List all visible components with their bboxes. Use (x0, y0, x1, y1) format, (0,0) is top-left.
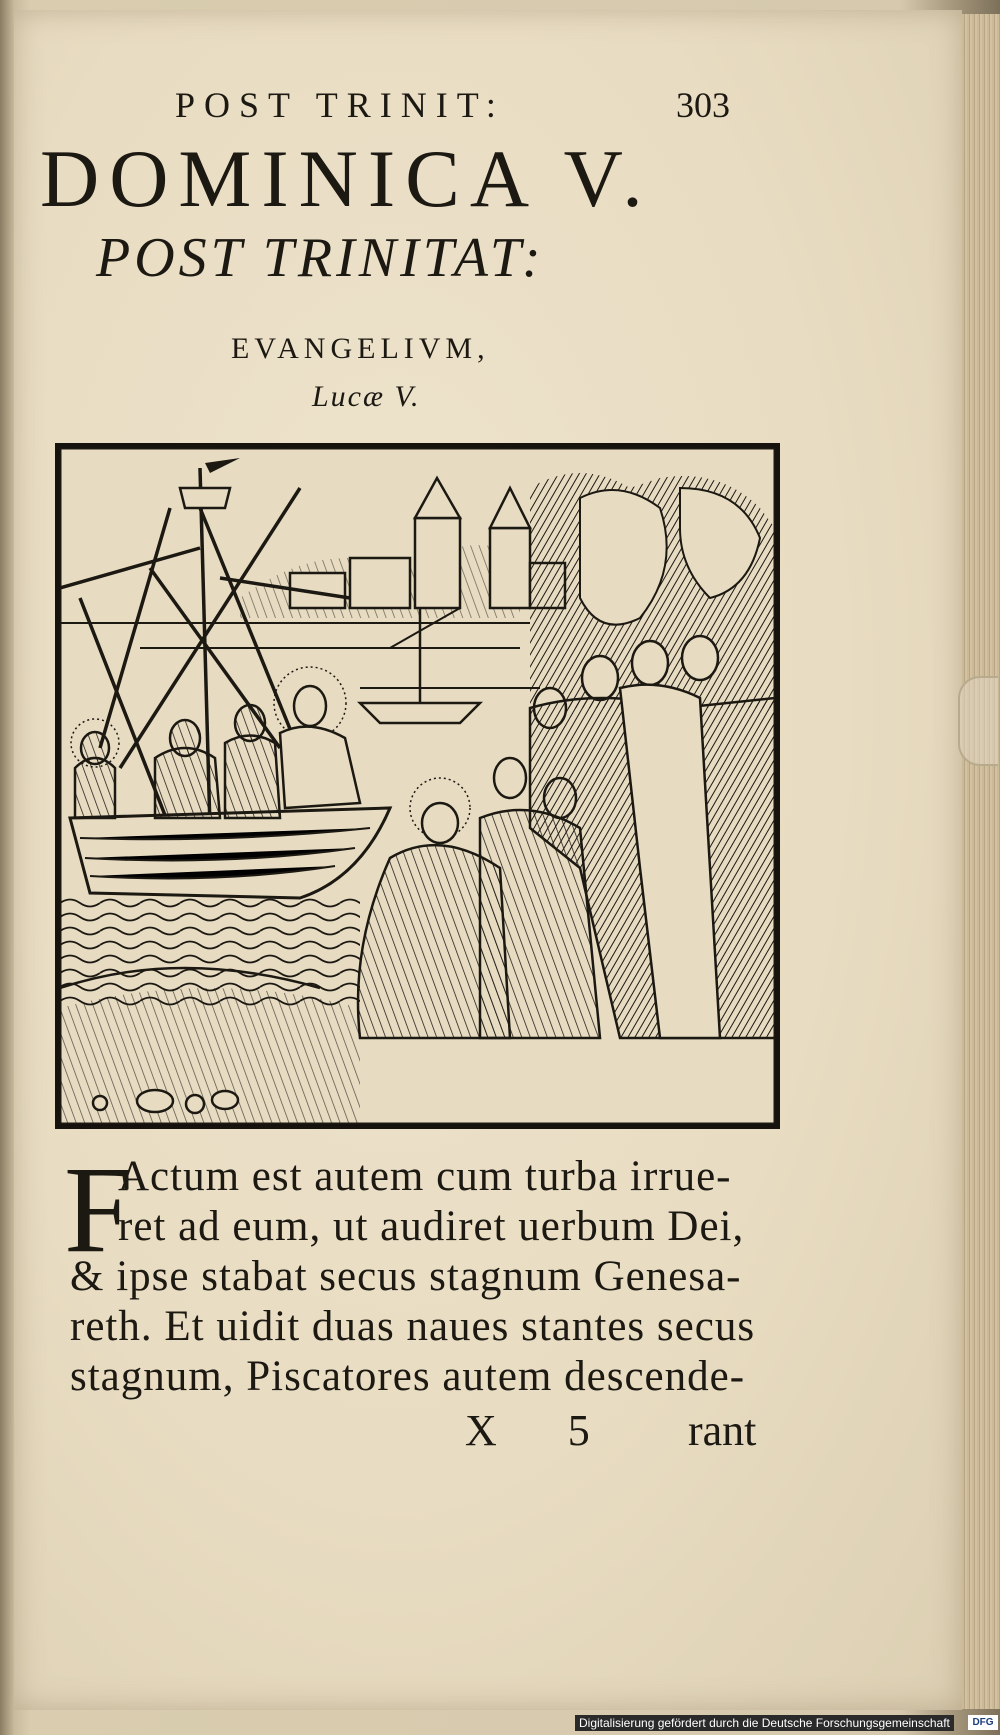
page-subtitle: POST TRINITAT: (96, 227, 545, 289)
page-title: DOMINICA V. (40, 133, 653, 224)
body-line-1: Actum est autem cum turba irrue- (118, 1153, 732, 1200)
running-head: POST TRINIT: (175, 85, 505, 125)
drop-capital: F (64, 1141, 133, 1278)
dfg-logo: DFG (968, 1715, 998, 1730)
clip-mark (958, 676, 998, 766)
body-line-3: & ipse stabat secus stagnum Genesa- (70, 1253, 742, 1300)
body-line-2: ret ad eum, ut audiret uerbum Dei, (118, 1203, 745, 1250)
binding-gutter (0, 0, 14, 1735)
woodcut-illustration (55, 443, 780, 1129)
section-heading: EVANGELIVM, (231, 332, 490, 365)
page-number: 303 (676, 85, 730, 125)
page-edges (962, 14, 1000, 1709)
catchword: rant (688, 1406, 757, 1455)
digitization-credit: Digitalisierung gefördert durch die Deutsche Forschungsgemeinschaft (575, 1715, 954, 1731)
signature-mark: X 5 (465, 1406, 620, 1455)
body-line-5: stagnum, Piscatores autem descende- (70, 1353, 746, 1400)
scripture-source: Lucæ V. (312, 380, 421, 413)
body-line-4: reth. Et uidit duas naues stantes secus (70, 1303, 756, 1350)
